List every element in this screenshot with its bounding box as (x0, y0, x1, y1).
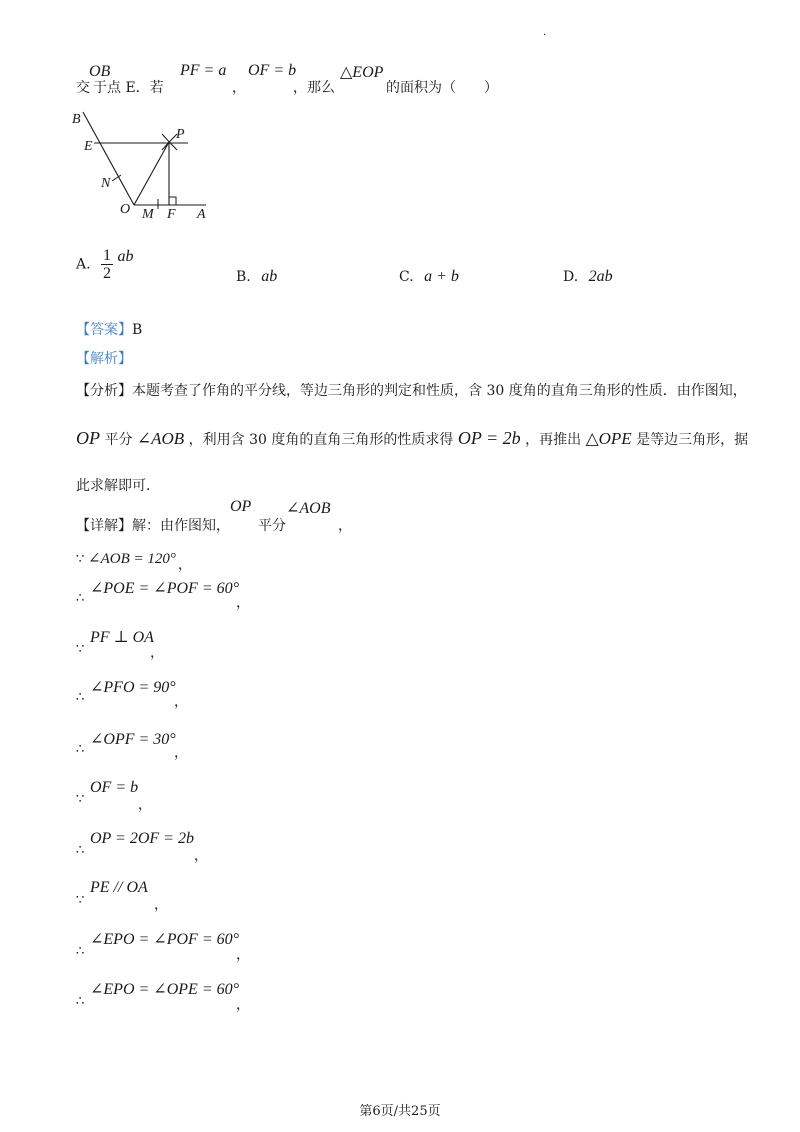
header-dot: · (543, 30, 547, 41)
triangle-ope: △OPE (585, 429, 632, 448)
segment-ob: OB (89, 63, 111, 80)
geometry-figure (66, 108, 216, 223)
step-tail: ， (174, 745, 188, 761)
fenxi-line-1 (76, 380, 747, 400)
step-expr: ∠OPF = 30° (90, 731, 176, 748)
therefore-symbol: ∴ (76, 690, 85, 705)
step-tail: ， (150, 645, 164, 661)
seg-op: OP (76, 428, 100, 448)
step-tail: ， (194, 848, 208, 864)
step-tail: ， (174, 694, 188, 710)
fenxi-text-2d: 是等边三角形，据 (636, 432, 749, 448)
angle-aob: ∠AOB (136, 429, 185, 448)
step-expr: ∠EPO = ∠OPE = 60° (90, 981, 240, 998)
ray-ob (83, 112, 134, 205)
step-tail: ， (236, 595, 250, 611)
right-angle-mark (169, 197, 176, 205)
page-footer: 第6页/共25页 (359, 1104, 441, 1119)
therefore-symbol: ∴ (76, 742, 85, 757)
option-c-text: a + b (424, 268, 459, 285)
option-a[interactable] (76, 247, 133, 282)
option-a-text: ab (117, 247, 134, 265)
option-b-text: ab (261, 268, 278, 285)
answer-tag: 【答案】 (76, 322, 132, 338)
fenxi-text-1: 本题考查了作角的平分线，等边三角形的判定和性质，含 30 度角的直角三角形的性质．由作图知， (132, 383, 747, 399)
option-b[interactable] (236, 268, 277, 286)
step-expr: OF = b (90, 779, 139, 796)
xiangjie-text-b: 平分 (258, 518, 286, 534)
therefore-symbol: ∴ (76, 843, 85, 858)
step-expr: PF ⊥ OA (90, 629, 154, 646)
label-p: P (176, 127, 185, 142)
because-symbol: ∵ (76, 792, 85, 807)
fraction-denominator: 2 (103, 265, 112, 282)
option-d-letter: D. (563, 269, 579, 285)
step-expr: PE // OA (90, 879, 148, 896)
label-f: F (167, 207, 176, 222)
therefore-symbol: ∴ (76, 944, 85, 959)
question-text-4: 的面积为（ ） (386, 80, 498, 96)
option-a-letter: A. (76, 256, 91, 273)
option-d[interactable] (563, 268, 613, 286)
label-b: B (72, 112, 81, 127)
xiangjie-op: OP (230, 498, 252, 515)
answer-line (76, 319, 142, 339)
therefore-symbol: ∴ (76, 591, 85, 606)
eq-of: OF = b (248, 62, 297, 79)
therefore-symbol: ∴ (76, 994, 85, 1009)
fraction-numerator: 1 (103, 247, 112, 264)
fenxi-text-2a: 平分 (104, 432, 133, 448)
option-d-text: 2ab (588, 268, 613, 285)
label-m: M (142, 207, 154, 222)
step-tail: ， (236, 997, 250, 1013)
step-expr: ∠EPO = ∠POF = 60° (90, 931, 240, 948)
label-n: N (101, 176, 111, 191)
because-symbol: ∵ (76, 642, 85, 657)
question-text-3: ，那么 (293, 80, 335, 96)
fenxi-tag: 【分析】 (76, 383, 132, 399)
fenxi-line-2 (76, 428, 748, 449)
option-c-letter: C. (399, 269, 414, 285)
fenxi-text-2c: ，再推出 (525, 432, 582, 448)
step-expr: ∠AOB = 120° (88, 551, 176, 567)
step-tail: ， (154, 897, 168, 913)
step-tail: ， (236, 947, 250, 963)
fraction-half (101, 247, 113, 282)
question-text-1: 交 (76, 80, 90, 96)
label-e: E (84, 139, 93, 154)
because-symbol: ∵ (76, 893, 85, 908)
fenxi-text-2b: ，利用含 30 度角的直角三角形的性质求得 (188, 432, 454, 448)
fenxi-line-3: 此求解即可． (76, 478, 160, 494)
step-expr: ∠POE = ∠POF = 60° (90, 580, 240, 597)
comma: ， (232, 80, 246, 96)
label-o: O (120, 202, 131, 217)
xiangjie-angle: ∠AOB (286, 500, 331, 517)
because-symbol: ∵ (76, 552, 85, 567)
label-a: A (197, 207, 206, 222)
analysis-tag: 【解析】 (76, 351, 132, 367)
triangle-eop: △EOP (340, 64, 384, 81)
eq-pf: PF = a (180, 62, 227, 79)
question-text-2: 于点 E．若 (93, 80, 164, 96)
xiangjie-text-a: 解：由作图知， (132, 518, 230, 534)
step-tail: ， (178, 557, 192, 573)
eq-op-2b: OP = 2b (457, 428, 521, 448)
option-b-letter: B. (236, 269, 251, 285)
xiangjie-text-c: ， (338, 518, 352, 534)
xiangjie-tag: 【详解】 (76, 518, 132, 534)
step-expr: ∠PFO = 90° (90, 679, 176, 696)
segment-op (134, 142, 169, 205)
answer-value: B (132, 322, 143, 338)
step-tail: ， (138, 797, 152, 813)
option-c[interactable] (399, 268, 459, 286)
step-expr: OP = 2OF = 2b (90, 830, 194, 847)
